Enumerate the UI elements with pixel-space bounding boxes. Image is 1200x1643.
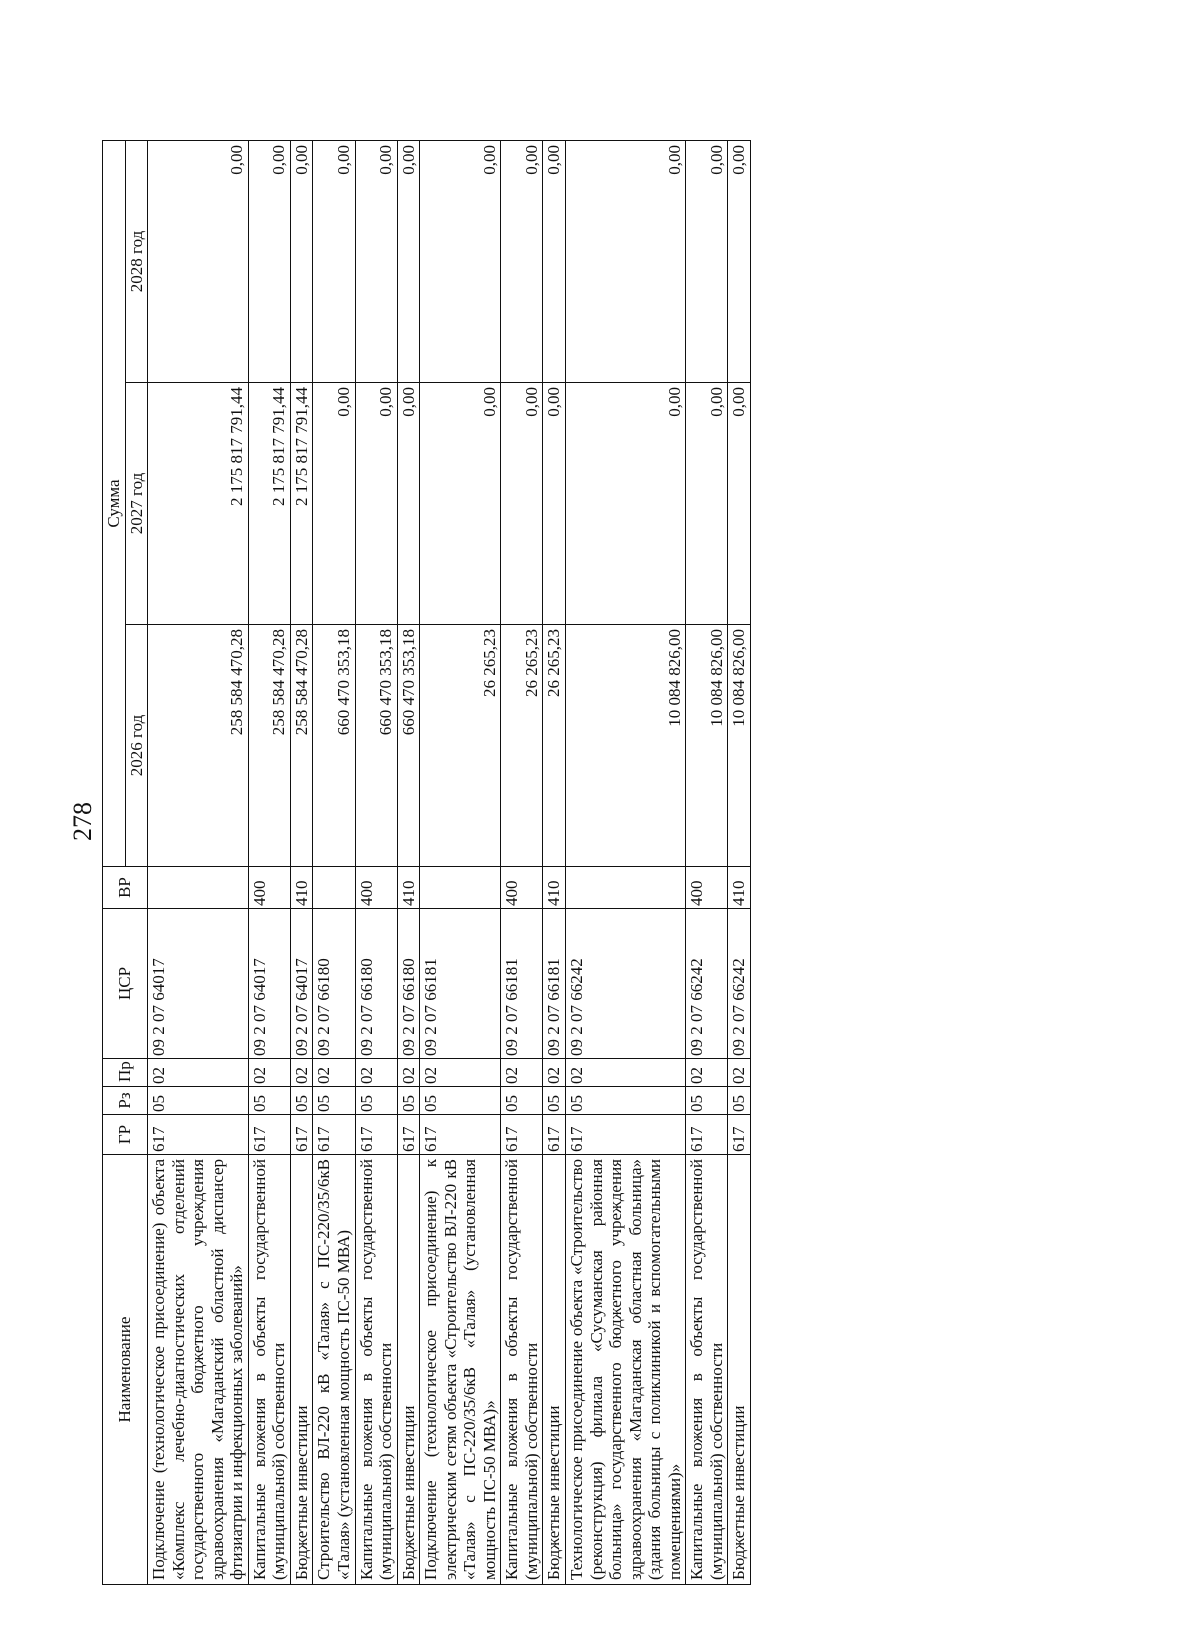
row-pr: 02: [148, 1059, 249, 1087]
row-csr: 09 2 07 64017: [290, 909, 313, 1059]
row-2028: 0,00: [148, 141, 249, 383]
row-2027: 0,00: [501, 383, 543, 625]
table-row: [728, 141, 751, 1585]
row-vr: 410: [728, 867, 751, 909]
header-gr: ГР: [103, 1115, 148, 1155]
row-name: Бюджетные инвестиции: [543, 1155, 566, 1585]
row-gr: 617: [501, 1115, 543, 1155]
row-rz: 05: [313, 1087, 355, 1115]
table-row: [686, 141, 728, 1585]
table-row: [248, 141, 290, 1585]
row-vr: [148, 867, 249, 909]
header-2028: 2028 год: [125, 141, 148, 383]
header-sum: Сумма: [103, 141, 126, 867]
row-name: Бюджетные инвестиции: [397, 1155, 420, 1585]
row-gr: 617: [543, 1115, 566, 1155]
row-pr: 02: [566, 1059, 686, 1087]
row-csr: 09 2 07 66242: [686, 909, 728, 1059]
row-2027: 2 175 817 791,44: [148, 383, 249, 625]
row-pr: 02: [420, 1059, 501, 1087]
row-gr: 617: [313, 1115, 355, 1155]
row-name: Бюджетные инвестиции: [290, 1155, 313, 1585]
table-row: [543, 141, 566, 1585]
row-2028: 0,00: [290, 141, 313, 383]
row-pr: 02: [543, 1059, 566, 1087]
row-2026: 660 470 353,18: [397, 625, 420, 867]
header-pr: Пр: [103, 1059, 148, 1087]
row-csr: 09 2 07 64017: [248, 909, 290, 1059]
row-rz: 05: [290, 1087, 313, 1115]
row-csr: 09 2 07 66181: [543, 909, 566, 1059]
table-row: [566, 141, 686, 1585]
row-pr: 02: [501, 1059, 543, 1087]
row-rz: 05: [728, 1087, 751, 1115]
row-vr: 410: [543, 867, 566, 909]
row-rz: 05: [686, 1087, 728, 1115]
row-2026: 258 584 470,28: [290, 625, 313, 867]
row-vr: 400: [248, 867, 290, 909]
row-pr: 02: [397, 1059, 420, 1087]
row-2027: 0,00: [313, 383, 355, 625]
row-2027: 0,00: [728, 383, 751, 625]
row-2028: 0,00: [397, 141, 420, 383]
row-gr: 617: [148, 1115, 249, 1155]
row-csr: 09 2 07 66181: [501, 909, 543, 1059]
row-vr: [566, 867, 686, 909]
row-name: Капитальные вложения в объекты государственной (муниципальной) собственности: [355, 1155, 397, 1585]
header-csr: ЦСР: [103, 909, 148, 1059]
row-gr: 617: [290, 1115, 313, 1155]
row-csr: 09 2 07 64017: [148, 909, 249, 1059]
row-rz: 05: [355, 1087, 397, 1115]
row-name: Технологическое присоединение объекта «Строительство (реконструкция) филиала «Сусуманская районная больница» государственного бюджетного учреждения здравоохранения «Магаданская областная больница» (здания больницы с поликлиникой и вспомогательными помещениями)»: [566, 1155, 686, 1585]
table-row: [148, 141, 249, 1585]
header-2026: 2026 год: [125, 625, 148, 867]
header-name: Наименование: [103, 1155, 148, 1585]
row-vr: 410: [290, 867, 313, 909]
row-pr: 02: [728, 1059, 751, 1087]
row-2026: 26 265,23: [501, 625, 543, 867]
row-csr: 09 2 07 66180: [355, 909, 397, 1059]
row-2027: 0,00: [686, 383, 728, 625]
row-2027: 0,00: [355, 383, 397, 625]
row-name: Капитальные вложения в объекты государственной (муниципальной) собственности: [248, 1155, 290, 1585]
row-2027: 0,00: [543, 383, 566, 625]
row-name: Капитальные вложения в объекты государственной (муниципальной) собственности: [501, 1155, 543, 1585]
row-2026: 10 084 826,00: [686, 625, 728, 867]
row-2026: 26 265,23: [420, 625, 501, 867]
row-2026: 258 584 470,28: [248, 625, 290, 867]
page-number: 278: [68, 802, 97, 841]
row-2026: 26 265,23: [543, 625, 566, 867]
row-gr: 617: [397, 1115, 420, 1155]
table-row: [420, 141, 501, 1585]
row-name: Бюджетные инвестиции: [728, 1155, 751, 1585]
row-vr: 400: [355, 867, 397, 909]
row-gr: 617: [355, 1115, 397, 1155]
row-csr: 09 2 07 66242: [728, 909, 751, 1059]
row-csr: 09 2 07 66242: [566, 909, 686, 1059]
row-2027: 0,00: [566, 383, 686, 625]
row-name: Подключение (технологическое присоединение) к электрическим сетям объекта «Строительство ВЛ-220 кВ «Талая» с ПС-220/35/6кВ «Талая» (установленная мощность ПС-50 МВА)»: [420, 1155, 501, 1585]
row-gr: 617: [248, 1115, 290, 1155]
row-2028: 0,00: [248, 141, 290, 383]
row-2026: 660 470 353,18: [355, 625, 397, 867]
row-rz: 05: [248, 1087, 290, 1115]
row-pr: 02: [355, 1059, 397, 1087]
table-row: [290, 141, 313, 1585]
row-2027: 0,00: [420, 383, 501, 625]
row-2028: 0,00: [355, 141, 397, 383]
row-2027: 2 175 817 791,44: [290, 383, 313, 625]
table-row: [313, 141, 355, 1585]
row-2026: 660 470 353,18: [313, 625, 355, 867]
row-vr: 400: [501, 867, 543, 909]
row-vr: 400: [686, 867, 728, 909]
row-2028: 0,00: [501, 141, 543, 383]
row-name: Капитальные вложения в объекты государственной (муниципальной) собственности: [686, 1155, 728, 1585]
row-2028: 0,00: [686, 141, 728, 383]
row-2026: 10 084 826,00: [566, 625, 686, 867]
row-rz: 05: [543, 1087, 566, 1115]
row-pr: 02: [290, 1059, 313, 1087]
row-vr: 410: [397, 867, 420, 909]
table-row: [397, 141, 420, 1585]
row-2027: 2 175 817 791,44: [248, 383, 290, 625]
row-pr: 02: [248, 1059, 290, 1087]
row-pr: 02: [313, 1059, 355, 1087]
row-rz: 05: [397, 1087, 420, 1115]
header-row-top: [103, 141, 126, 1585]
row-rz: 05: [420, 1087, 501, 1115]
row-name: Строительство ВЛ-220 кВ «Талая» с ПС-220/35/6кВ «Талая» (установленная мощность ПС-50 МВА): [313, 1155, 355, 1585]
header-2027: 2027 год: [125, 383, 148, 625]
row-csr: 09 2 07 66180: [397, 909, 420, 1059]
row-2028: 0,00: [566, 141, 686, 383]
row-2027: 0,00: [397, 383, 420, 625]
row-rz: 05: [148, 1087, 249, 1115]
header-rz: Рз: [103, 1087, 148, 1115]
header-vr: ВР: [103, 867, 148, 909]
budget-table: [102, 140, 751, 1585]
row-rz: 05: [566, 1087, 686, 1115]
row-vr: [313, 867, 355, 909]
table-row: [501, 141, 543, 1585]
row-2028: 0,00: [313, 141, 355, 383]
row-rz: 05: [501, 1087, 543, 1115]
row-gr: 617: [420, 1115, 501, 1155]
row-2026: 258 584 470,28: [148, 625, 249, 867]
table-row: [355, 141, 397, 1585]
row-gr: 617: [728, 1115, 751, 1155]
row-2028: 0,00: [543, 141, 566, 383]
row-pr: 02: [686, 1059, 728, 1087]
row-csr: 09 2 07 66181: [420, 909, 501, 1059]
row-name: Подключение (технологическое присоединение) объекта «Комплекс лечебно-диагностических отделений государственного бюджетного учреждения здравоохранения «Магаданский областной диспансер фтизиатрии и инфекционных заболеваний»: [148, 1155, 249, 1585]
row-2028: 0,00: [728, 141, 751, 383]
row-2028: 0,00: [420, 141, 501, 383]
row-csr: 09 2 07 66180: [313, 909, 355, 1059]
row-vr: [420, 867, 501, 909]
row-gr: 617: [686, 1115, 728, 1155]
row-gr: 617: [566, 1115, 686, 1155]
row-2026: 10 084 826,00: [728, 625, 751, 867]
